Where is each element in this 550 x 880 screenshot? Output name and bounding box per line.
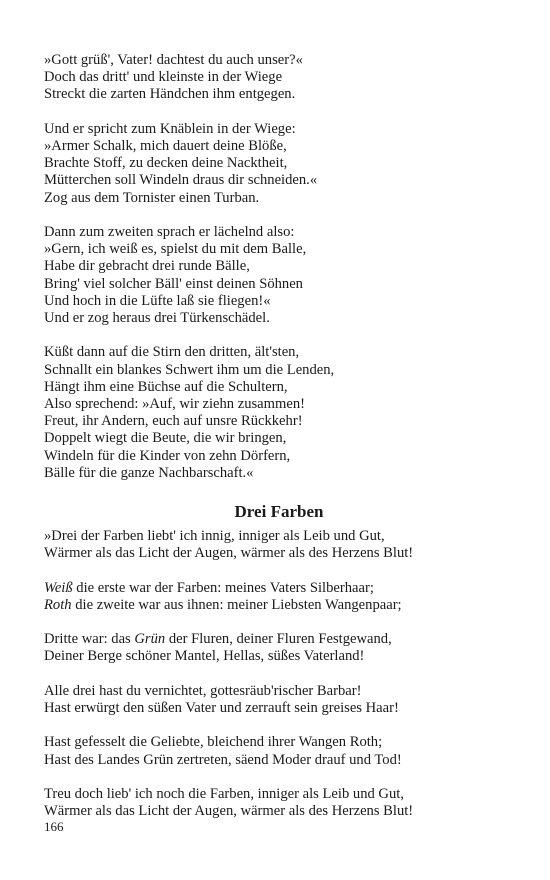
verse-line: »Drei der Farben liebt' ich innig, inniger als Leib und Gut,: [44, 528, 385, 545]
verse-line: Doch das dritt' und kleinste in der Wiege: [44, 69, 283, 86]
verse-line: Wärmer als das Licht der Augen, wärmer als des Herzens Blut!: [44, 545, 414, 562]
verse-line: Treu doch lieb' ich noch die Farben, inniger als Leib und Gut,: [44, 786, 404, 802]
verse-line: Brachte Stoff, zu decken deine Nacktheit,: [44, 155, 288, 172]
emphasis-word: Roth: [44, 596, 72, 613]
verse-line: Küßt dann auf die Stirn den dritten, ält'sten,: [44, 344, 300, 361]
verse-line: Hast des Landes Grün zertreten, säend Moder drauf und Tod!: [44, 751, 402, 768]
poem1-stanza-1: [44, 52, 514, 104]
poem-title: Drei Farben: [234, 502, 324, 522]
verse-line: Freut, ihr Andern, euch auf unsre Rückkehr!: [44, 413, 303, 430]
verse-line: [44, 631, 514, 648]
poem1-stanza-3: [44, 224, 514, 327]
verse-line: Wärmer als das Licht der Augen, wärmer als des Herzens Blut!: [44, 803, 414, 820]
verse-line: Bring' viel solcher Bäll' einst deinen Söhnen: [44, 275, 303, 292]
verse-line: »Armer Schalk, mich dauert deine Blöße,: [44, 138, 287, 154]
verse-line: Also sprechend: »Auf, wir ziehn zusammen!: [44, 396, 305, 413]
poem2-stanza-3: [44, 631, 514, 665]
verse-line: Hängt ihm eine Büchse auf die Schultern,: [44, 378, 288, 395]
verse-text: der Fluren, deiner Fluren Festgewand,: [165, 631, 392, 648]
poem1-stanza-4: [44, 344, 514, 482]
verse-line: Bälle für die ganze Nachbarschaft.«: [44, 464, 254, 481]
poem2-stanza-6: [44, 786, 514, 820]
verse-line: Deiner Berge schöner Mantel, Hellas, süßes Vaterland!: [44, 648, 365, 665]
verse-line: Habe dir gebracht drei runde Bälle,: [44, 258, 250, 275]
verse-line: Und hoch in die Lüfte laß sie fliegen!«: [44, 292, 271, 309]
poem2-stanza-2: [44, 580, 514, 614]
page-number: 166: [44, 819, 64, 834]
verse-line: Streckt die zarten Händchen ihm entgegen.: [44, 86, 296, 103]
verse-text: Dritte war: das: [44, 631, 135, 648]
poem1-stanza-2: [44, 121, 514, 207]
page-body: [44, 52, 514, 838]
poem2-stanza-1: [44, 528, 514, 562]
verse-text: die erste war der Farben: meines Vaters Silberhaar;: [72, 579, 374, 596]
poem2-stanza-4: [44, 683, 514, 717]
verse-line: Dann zum zweiten sprach er lächelnd also:: [44, 224, 295, 240]
verse-line: Mütterchen soll Windeln draus dir schneiden.«: [44, 172, 318, 189]
verse-line: [44, 580, 514, 597]
verse-line: Und er spricht zum Knäblein in der Wiege:: [44, 120, 296, 137]
poem2-stanza-5: [44, 734, 514, 768]
verse-line: Alle drei hast du vernichtet, gottesräub'rischer Barbar!: [44, 682, 362, 699]
emphasis-word: Grün: [134, 631, 166, 648]
verse-line: »Gern, ich weiß es, spielst du mit dem Balle,: [44, 241, 307, 258]
verse-line: Doppelt wiegt die Beute, die wir bringen,: [44, 430, 287, 447]
verse-line: Windeln für die Kinder von zehn Dörfern,: [44, 447, 291, 464]
verse-line: Schnallt ein blankes Schwert ihm um die Lenden,: [44, 361, 335, 378]
verse-line: Zog aus dem Tornister einen Turban.: [44, 189, 260, 206]
verse-line: »Gott grüß', Vater! dachtest du auch unser?«: [44, 52, 303, 68]
verse-line: Und er zog heraus drei Türkenschädel.: [44, 310, 270, 327]
emphasis-word: Weiß: [44, 579, 73, 596]
verse-line: Hast gefesselt die Geliebte, bleichend ihrer Wangen Roth;: [44, 734, 383, 751]
verse-line: [44, 597, 514, 614]
verse-line: Hast erwürgt den süßen Vater und zerrauft sein greises Haar!: [44, 700, 399, 717]
verse-text: die zweite war aus ihnen: meiner Liebsten Wangenpaar;: [71, 596, 402, 613]
